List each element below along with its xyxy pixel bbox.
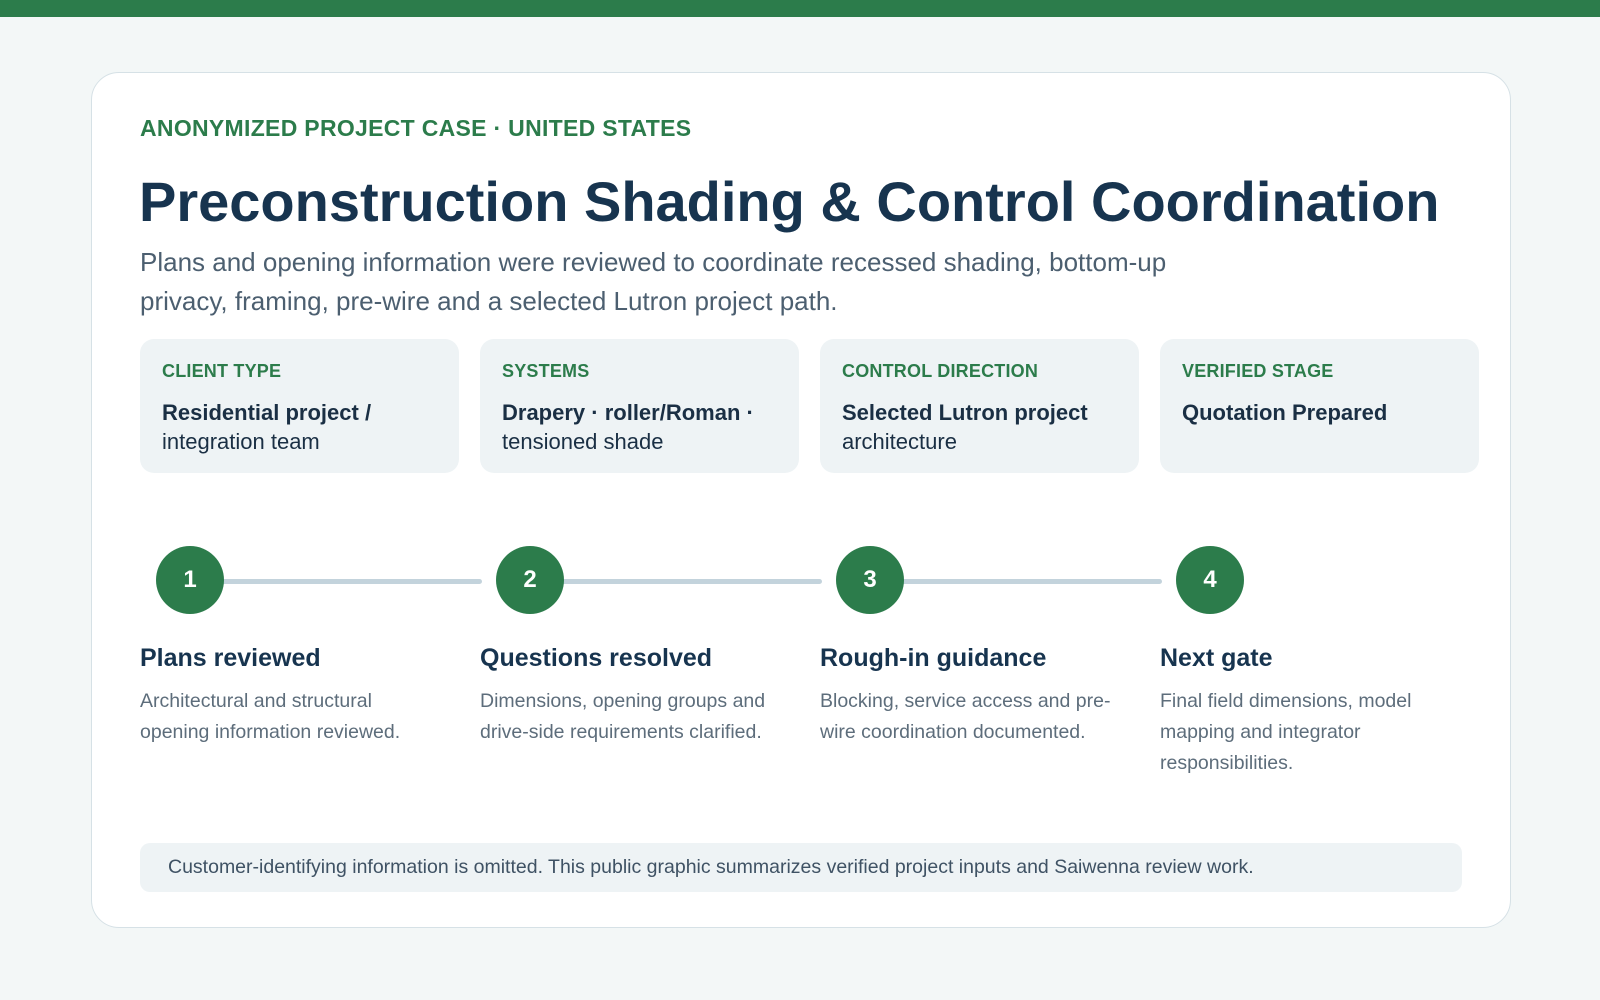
step-description: Blocking, service access and pre-wire coordination documented.	[820, 690, 1111, 743]
step-connector-1-2	[214, 579, 482, 584]
step-connector-3-4	[894, 579, 1162, 584]
facts-row	[140, 339, 1480, 473]
step-number-badge: 4	[1176, 546, 1244, 614]
step-number-badge: 2	[496, 546, 564, 614]
disclaimer-note: Customer-identifying information is omitted. This public graphic summarizes verified project inputs and Saiwenna review work.	[140, 843, 1462, 892]
step-number-badge: 1	[156, 546, 224, 614]
fact-value-strong: Residential project /	[162, 400, 372, 425]
fact-value-strong: Selected Lutron project	[842, 400, 1088, 425]
fact-label: CONTROL DIRECTION	[842, 361, 1039, 381]
case-card	[91, 72, 1511, 928]
page-subtitle: Plans and opening information were reviewed to coordinate recessed shading, bottom-up privacy, framing, pre-wire and a selected Lutron project path.	[140, 247, 1167, 316]
fact-systems	[480, 339, 799, 473]
top-accent-bar	[0, 0, 1600, 17]
fact-client-type	[140, 339, 459, 473]
step-description: Architectural and structural opening information reviewed.	[140, 690, 401, 743]
step-number-badge: 3	[836, 546, 904, 614]
step-title: Rough-in guidance	[820, 644, 1047, 672]
fact-value	[1182, 398, 1457, 427]
step-title: Next gate	[1160, 644, 1273, 672]
step-description: Final field dimensions, model mapping and integrator responsibilities.	[1160, 690, 1412, 774]
fact-label: VERIFIED STAGE	[1182, 361, 1334, 381]
step-description: Dimensions, opening groups and drive-side requirements clarified.	[480, 690, 766, 743]
fact-value-strong: Drapery · roller/Roman ·	[502, 400, 754, 425]
step-connector-2-3	[554, 579, 822, 584]
step-title: Questions resolved	[480, 644, 713, 672]
step-title: Plans reviewed	[140, 644, 321, 672]
process-steps	[140, 546, 1480, 806]
fact-value-strong: Quotation Prepared	[1182, 400, 1388, 425]
fact-label: CLIENT TYPE	[162, 361, 282, 381]
fact-value-rest: integration team	[162, 429, 320, 454]
page-title: Preconstruction Shading & Control Coordination	[139, 170, 1440, 233]
fact-value-rest: architecture	[842, 429, 957, 454]
fact-value-rest: tensioned shade	[502, 429, 664, 454]
fact-verified-stage	[1160, 339, 1479, 473]
fact-value	[162, 398, 437, 456]
fact-control-direction	[820, 339, 1139, 473]
fact-value	[502, 398, 777, 456]
eyebrow-label: ANONYMIZED PROJECT CASE · UNITED STATES	[140, 115, 692, 141]
fact-value	[842, 398, 1117, 456]
fact-label: SYSTEMS	[502, 361, 590, 381]
